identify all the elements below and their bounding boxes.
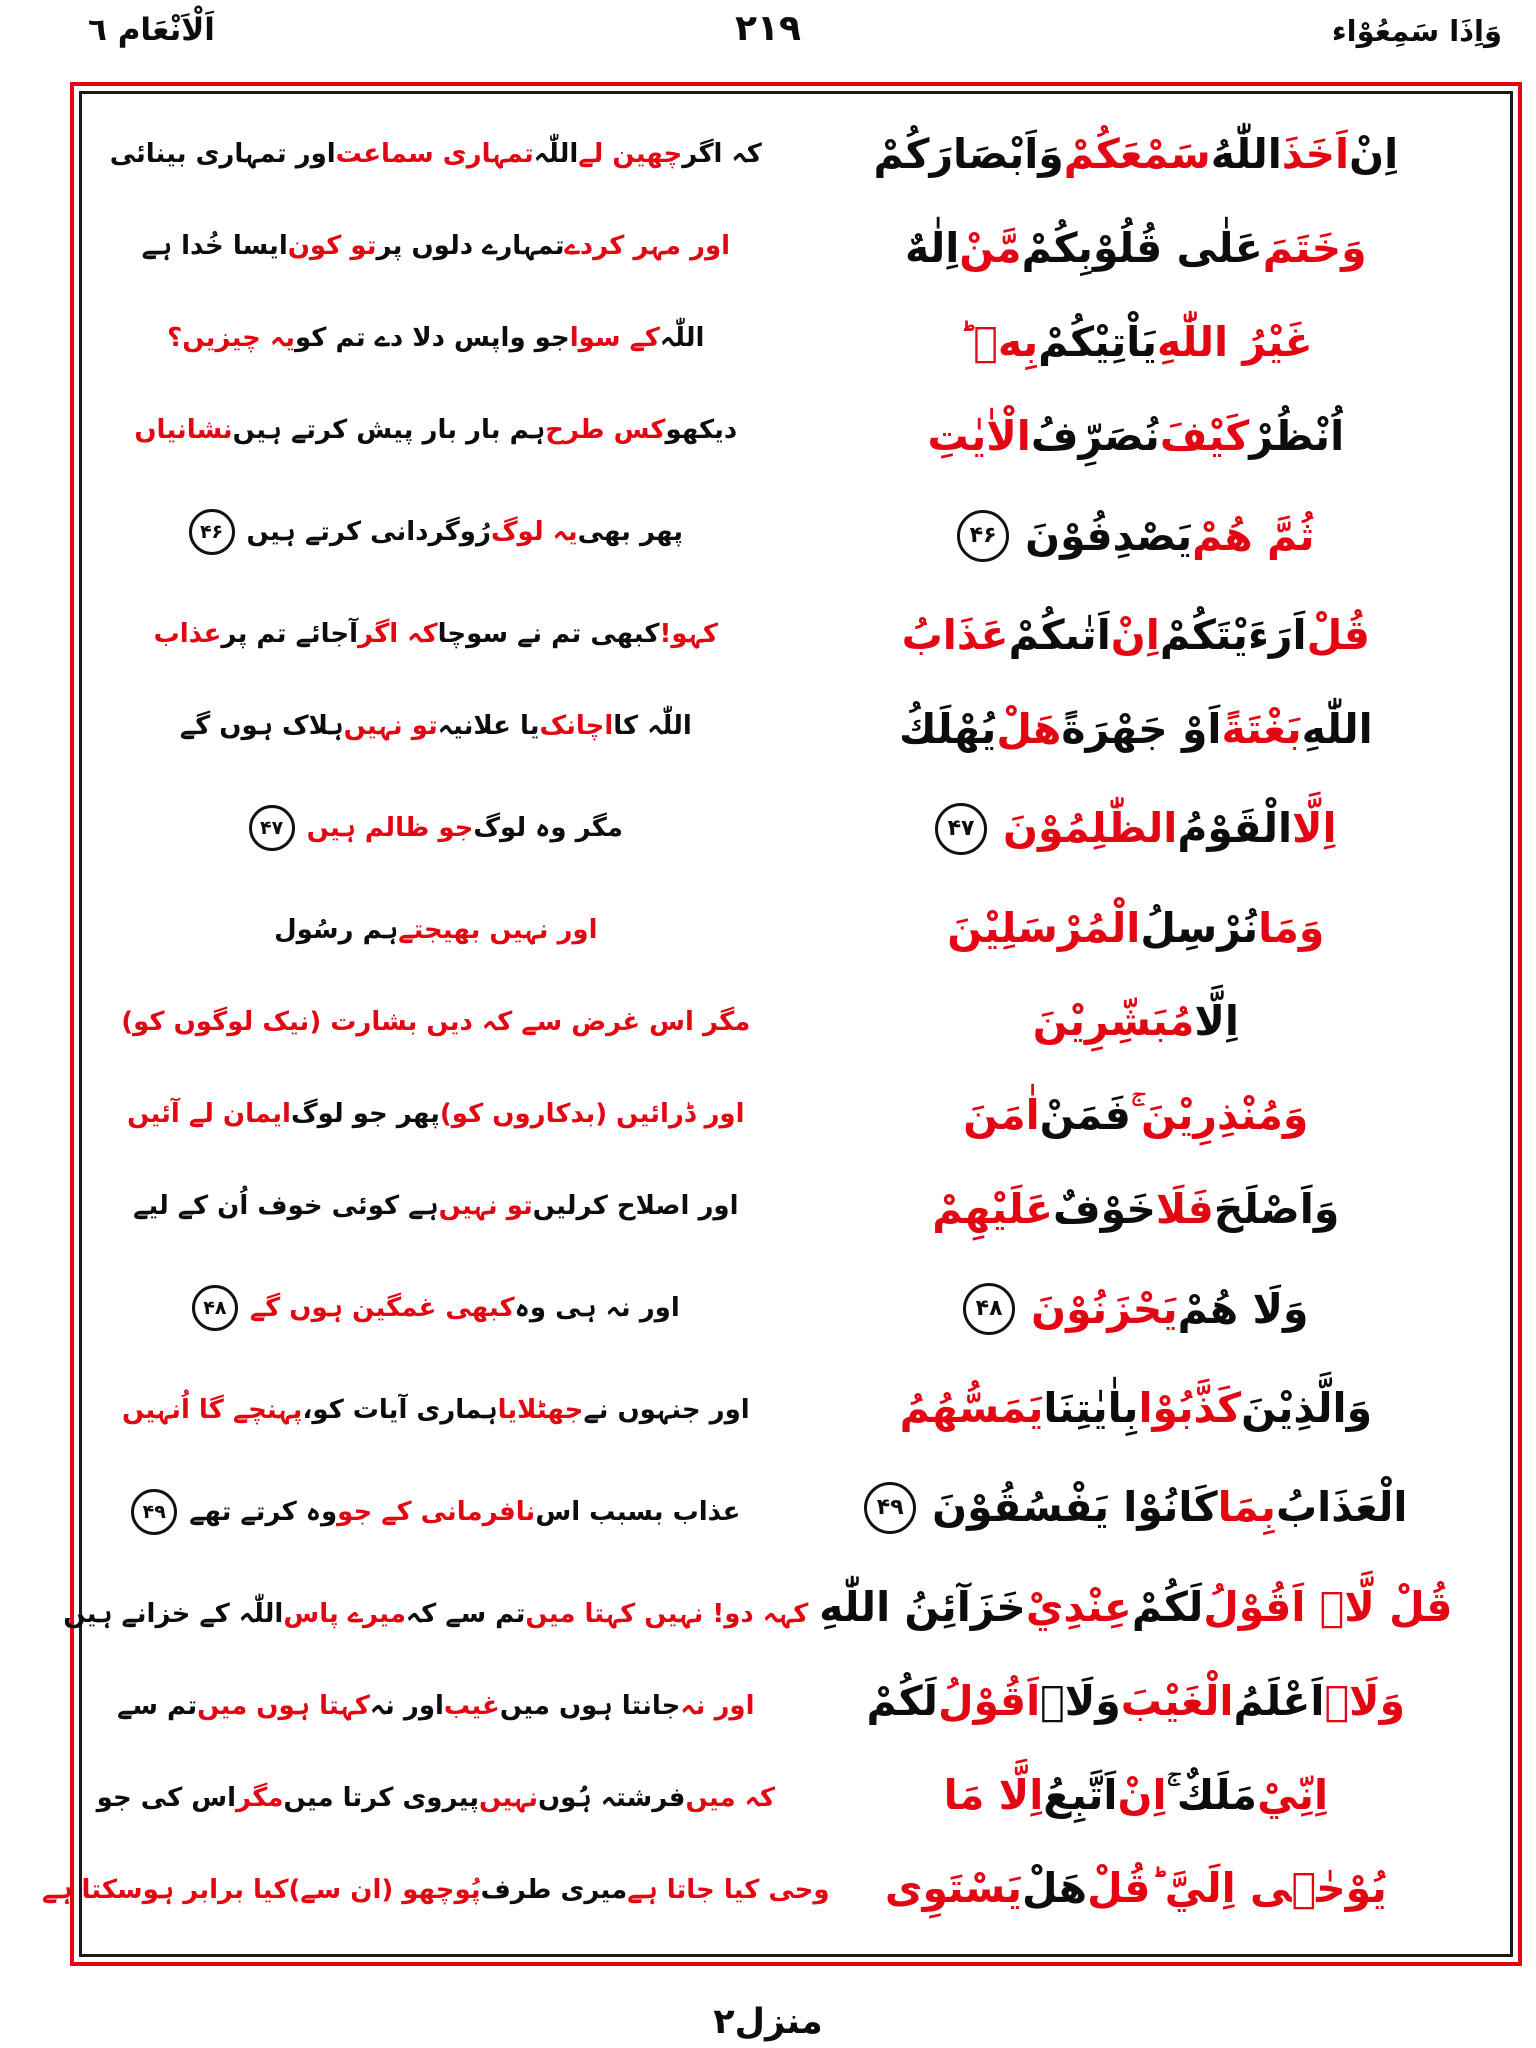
highlighted-word: اِنِّيْ bbox=[1257, 1770, 1329, 1819]
highlighted-word: کبھی غمگین ہوں گے bbox=[249, 1293, 515, 1323]
highlighted-word: الْاٰيٰتِ bbox=[927, 412, 1031, 461]
word: وَلَا هُمْ bbox=[1177, 1284, 1309, 1333]
highlighted-word: يَسْتَوِى bbox=[884, 1864, 1023, 1913]
highlighted-word: یہ لوگ bbox=[490, 517, 578, 547]
highlighted-word: اچانک bbox=[539, 711, 614, 741]
highlighted-word: كَذَّبُوْا bbox=[1138, 1384, 1242, 1433]
highlighted-word: جو ظالم ہیں bbox=[306, 813, 474, 843]
word: کبھی تم نے سوچا bbox=[437, 619, 660, 649]
word: ہے کوئی خوف اُن کے لیے bbox=[133, 1191, 439, 1221]
highlighted-word: قُلْ bbox=[1087, 1864, 1151, 1913]
quran-line bbox=[776, 1582, 1496, 1631]
word: ہماری آیات کو، bbox=[302, 1395, 498, 1425]
translation-line bbox=[63, 1599, 809, 1629]
quran-line bbox=[776, 318, 1496, 367]
word: میری طرف bbox=[480, 1875, 628, 1905]
word: آجائے تم پر bbox=[221, 619, 359, 649]
urdu-translation-column bbox=[42, 108, 830, 1936]
word: وہ کرتے تھے bbox=[189, 1497, 338, 1527]
highlighted-word: کہتا ہوں میں bbox=[197, 1691, 370, 1721]
highlighted-word: وَمُنْذِرِيْنَ ۚ bbox=[1130, 1091, 1309, 1140]
highlighted-word: مگر اس غرض سے کہ دیں بشارت (نیک لوگوں کو) bbox=[121, 1007, 751, 1037]
page-number: ٢١٩ bbox=[735, 8, 801, 49]
translation-line bbox=[96, 509, 776, 555]
highlighted-word: الْمُرْسَلِيْنَ bbox=[947, 903, 1141, 952]
word: اور تمہاری بینائی bbox=[109, 139, 336, 169]
translation-line bbox=[96, 713, 776, 739]
word: مگر وہ لوگ bbox=[473, 813, 623, 843]
quran-line bbox=[776, 903, 1496, 952]
highlighted-word: عَذَابُ bbox=[901, 610, 1009, 659]
highlighted-word: تو نہیں bbox=[343, 711, 438, 741]
translation-line bbox=[42, 1875, 830, 1905]
word: يُهْلَكُ bbox=[898, 704, 997, 753]
word: فَمَنْ bbox=[1039, 1091, 1131, 1140]
word: خَوْفٌ bbox=[1053, 1185, 1156, 1234]
verse-number-badge: ۴۸ bbox=[192, 1285, 238, 1331]
translation-line bbox=[96, 1693, 776, 1719]
highlighted-word: کے سوا bbox=[569, 323, 660, 353]
word: تمہارے دلوں پر bbox=[376, 231, 565, 261]
word: اس کی جو bbox=[96, 1783, 237, 1813]
verse-number-badge: ۴۹ bbox=[131, 1489, 177, 1535]
quran-line bbox=[776, 1676, 1496, 1725]
highlighted-word: بِهٖ ؕ bbox=[958, 318, 1039, 367]
juz-title: وَاِذَا سَمِعُوْاء bbox=[1331, 14, 1502, 48]
arabic-text-column bbox=[776, 108, 1496, 1936]
highlighted-word: الْغَيْبَ bbox=[1120, 1676, 1234, 1725]
translation-line bbox=[96, 1285, 776, 1331]
quran-line bbox=[776, 130, 1496, 179]
highlighted-word: بِمَا bbox=[1217, 1483, 1276, 1532]
word: كَانُوْا يَفْسُقُوْنَ bbox=[932, 1483, 1218, 1532]
translation-line bbox=[96, 1489, 776, 1535]
word: الْقَوْمُ bbox=[1177, 804, 1293, 853]
word: رُوگردانی کرتے ہیں bbox=[246, 517, 491, 547]
highlighted-word: اَخَذَ bbox=[1281, 130, 1350, 179]
translation-line bbox=[96, 917, 776, 943]
verse-number-badge: ۴۷ bbox=[935, 803, 987, 855]
quran-line bbox=[776, 803, 1496, 855]
word: لَكُمْ bbox=[866, 1676, 938, 1725]
highlighted-word: کہہ دو! نہیں کہتا میں bbox=[525, 1599, 809, 1629]
word: اَتَّبِعُ bbox=[1043, 1770, 1118, 1819]
word: اِنْ bbox=[1349, 130, 1399, 179]
word: اَتٰىكُمْ bbox=[1008, 610, 1111, 659]
highlighted-word: مُبَشِّرِيْنَ bbox=[1032, 997, 1195, 1046]
quran-line bbox=[776, 1384, 1496, 1433]
quran-line bbox=[776, 1770, 1496, 1819]
word: اِلٰهٌ bbox=[904, 224, 960, 273]
highlighted-word: كَيْفَ bbox=[1159, 412, 1250, 461]
highlighted-word: اِلَّا مَا bbox=[943, 1770, 1044, 1819]
highlighted-word: ایمان لے آئیں bbox=[127, 1099, 291, 1129]
word: اور اصلاح کرلیں bbox=[532, 1191, 739, 1221]
word: نُصَرِّفُ bbox=[1030, 412, 1160, 461]
translation-line bbox=[96, 417, 776, 443]
word: نُرْسِلُ bbox=[1140, 903, 1259, 952]
page-border-inner bbox=[42, 91, 1513, 1957]
quran-line bbox=[776, 1864, 1496, 1913]
highlighted-word: وَلَاۤ bbox=[1324, 1676, 1406, 1725]
highlighted-word: کہ اگر bbox=[358, 619, 438, 649]
quran-line bbox=[776, 1091, 1496, 1140]
highlighted-word: سَمْعَكُمْ bbox=[1063, 130, 1211, 179]
verse-number-badge: ۴۸ bbox=[963, 1283, 1015, 1335]
word: مَلَكٌ ۚ bbox=[1166, 1770, 1258, 1819]
word: اللّٰهِ bbox=[1301, 704, 1373, 753]
word: اللّٰہ کے خزانے ہیں bbox=[63, 1599, 284, 1629]
word: عَلٰى قُلُوْبِكُمْ bbox=[1021, 224, 1263, 273]
word: وَلَاۤ bbox=[1040, 1676, 1121, 1725]
word: فرشتہ ہُوں bbox=[538, 1783, 686, 1813]
highlighted-word: جھٹلایا bbox=[497, 1395, 584, 1425]
word: کہ اگر bbox=[682, 139, 762, 169]
translation-line bbox=[96, 233, 776, 259]
quran-line bbox=[776, 610, 1496, 659]
word: اللّٰہ bbox=[533, 139, 579, 169]
word: اَوْ جَهْرَةً bbox=[1061, 704, 1222, 753]
word: خَزَآئِنُ اللّٰهِ bbox=[819, 1582, 1026, 1631]
highlighted-word: غَيْرُ اللّٰهِ bbox=[1157, 318, 1313, 367]
word: وَاَبْصَارَكُمْ bbox=[873, 130, 1064, 179]
word: اللّٰہ کا bbox=[613, 711, 692, 741]
word: پھر بھی bbox=[577, 517, 684, 547]
highlighted-word: عِنْدِيْ bbox=[1025, 1582, 1132, 1631]
highlighted-word: پہنچے گا اُنہیں bbox=[121, 1395, 303, 1425]
word: جو واپس دلا دے تم کو bbox=[294, 323, 570, 353]
verse-number-badge: ۴۶ bbox=[957, 510, 1009, 562]
word: اَعْلَمُ bbox=[1233, 1676, 1325, 1725]
quran-line bbox=[776, 412, 1496, 461]
highlighted-word: الظّٰلِمُوْنَ bbox=[1003, 804, 1178, 853]
word: الْعَذَابُ bbox=[1275, 1483, 1408, 1532]
highlighted-word: نہیں bbox=[479, 1783, 539, 1813]
translation-line bbox=[96, 1101, 776, 1127]
highlighted-word: اور نہیں بھیجتے bbox=[398, 915, 598, 945]
page-border-outer bbox=[42, 82, 1522, 1966]
highlighted-word: وحی کیا جاتا ہے bbox=[627, 1875, 830, 1905]
highlighted-word: اِنْ bbox=[1117, 1770, 1167, 1819]
highlighted-word: عذاب bbox=[153, 619, 222, 649]
highlighted-word: اَقُوْلُ bbox=[937, 1676, 1041, 1725]
word: پیروی کرتا میں bbox=[283, 1783, 480, 1813]
translation-line bbox=[96, 1009, 776, 1035]
word: ایسا خُدا ہے bbox=[141, 231, 288, 261]
word: اُنْظُرْ bbox=[1249, 412, 1345, 461]
highlighted-word: وَمَا bbox=[1258, 903, 1325, 952]
verse-number-badge: ۴۷ bbox=[249, 805, 295, 851]
word: هَلْ bbox=[1022, 1864, 1088, 1913]
word: اللّٰهُ bbox=[1210, 130, 1282, 179]
translation-line bbox=[96, 1397, 776, 1423]
highlighted-word: کہ میں bbox=[685, 1783, 775, 1813]
word: ہلاک ہوں گے bbox=[179, 711, 344, 741]
quran-line bbox=[776, 1283, 1496, 1335]
highlighted-word: هَلْ bbox=[996, 704, 1062, 753]
manzil-label: منزل۲ bbox=[713, 2002, 823, 2042]
highlighted-word: فَلَا bbox=[1155, 1185, 1214, 1234]
quran-line bbox=[776, 1185, 1496, 1234]
highlighted-word: اٰمَنَ bbox=[963, 1091, 1040, 1140]
word: اور جنہوں نے bbox=[583, 1395, 750, 1425]
highlighted-word: اور نہ bbox=[680, 1691, 755, 1721]
translation-line bbox=[96, 1785, 776, 1811]
word: تم سے کہ bbox=[405, 1599, 526, 1629]
highlighted-word: یہ چیزیں؟ bbox=[167, 323, 295, 353]
word: يَصْدِفُوْنَ bbox=[1025, 511, 1193, 560]
highlighted-word: ثُمَّ هُمْ bbox=[1192, 511, 1315, 560]
word: عذاب بسبب اس bbox=[535, 1497, 741, 1527]
highlighted-word: مَّنْ bbox=[959, 224, 1022, 273]
highlighted-word: اور مہر کردے bbox=[564, 231, 731, 261]
verse-number-badge: ۴۶ bbox=[189, 509, 235, 555]
highlighted-word: کیا برابر ہوسکتا ہے bbox=[42, 1875, 289, 1905]
highlighted-word: اِنْ bbox=[1110, 610, 1160, 659]
highlighted-word: يُوْحٰۤى اِلَيَّ ؕ bbox=[1150, 1864, 1387, 1913]
highlighted-word: میرے پاس bbox=[283, 1599, 406, 1629]
quran-line bbox=[776, 997, 1496, 1046]
word: وَاَصْلَحَ bbox=[1213, 1185, 1340, 1234]
word: یا علانیہ bbox=[437, 711, 540, 741]
highlighted-word: غیب bbox=[443, 1691, 500, 1721]
highlighted-word: مگر bbox=[236, 1783, 284, 1813]
highlighted-word: اِلَّا bbox=[1292, 804, 1337, 853]
quran-line bbox=[776, 510, 1496, 562]
surah-title: اَلْاَنْعَام ٦ bbox=[88, 12, 215, 48]
highlighted-word: وَخَتَمَ bbox=[1262, 224, 1367, 273]
highlighted-word: تمہاری سماعت bbox=[335, 139, 534, 169]
word: ہم رسُول bbox=[274, 915, 399, 945]
translation-line bbox=[96, 621, 776, 647]
highlighted-word: نافرمانی کے جو bbox=[337, 1497, 536, 1527]
quran-line bbox=[776, 224, 1496, 273]
word: وَالَّذِيْنَ bbox=[1241, 1384, 1373, 1433]
highlighted-word: تو نہیں bbox=[438, 1191, 533, 1221]
highlighted-word: کہو! bbox=[659, 619, 719, 649]
translation-line bbox=[96, 141, 776, 167]
word: جانتا ہوں میں bbox=[499, 1691, 681, 1721]
word: بِاٰيٰتِنَا bbox=[1043, 1384, 1139, 1433]
word: يَاْتِيْكُمْ bbox=[1038, 318, 1158, 367]
highlighted-word: تو کون bbox=[287, 231, 377, 261]
quran-line bbox=[776, 704, 1496, 753]
highlighted-word: قُلْ bbox=[1306, 610, 1371, 659]
word: ہم بار بار پیش کرتے ہیں bbox=[232, 415, 546, 445]
word: اور نہ bbox=[369, 1691, 444, 1721]
word: تم سے bbox=[117, 1691, 198, 1721]
highlighted-word: يَحْزَنُوْنَ bbox=[1031, 1284, 1178, 1333]
highlighted-word: عَلَيْهِمْ bbox=[932, 1185, 1053, 1234]
translation-line bbox=[96, 805, 776, 851]
highlighted-word: کس طرح bbox=[545, 415, 666, 445]
verse-number-badge: ۴۹ bbox=[864, 1482, 916, 1534]
highlighted-word: چھین لے bbox=[578, 139, 683, 169]
word: اِلَّا bbox=[1194, 997, 1239, 1046]
word: اَرَءَيْتَكُمْ bbox=[1159, 610, 1307, 659]
translation-line bbox=[96, 325, 776, 351]
word: لَكُمْ bbox=[1131, 1582, 1204, 1631]
highlighted-word: يَمَسُّهُمُ bbox=[899, 1384, 1044, 1433]
highlighted-word: پُوچھو (ان سے) bbox=[288, 1875, 481, 1905]
word: اللّٰہ bbox=[659, 323, 705, 353]
highlighted-word: بَغْتَةً bbox=[1221, 704, 1302, 753]
word: اور نہ ہی وہ bbox=[514, 1293, 680, 1323]
word: دیکھو bbox=[665, 415, 738, 445]
highlighted-word: نشانیاں bbox=[134, 415, 233, 445]
translation-line bbox=[96, 1193, 776, 1219]
highlighted-word: اور ڈرائیں (بدکاروں کو) bbox=[439, 1099, 745, 1129]
word: پھر جو لوگ bbox=[290, 1099, 440, 1129]
highlighted-word: قُلْ لَّاۤ اَقُوْلُ bbox=[1203, 1582, 1453, 1631]
quran-line bbox=[776, 1482, 1496, 1534]
